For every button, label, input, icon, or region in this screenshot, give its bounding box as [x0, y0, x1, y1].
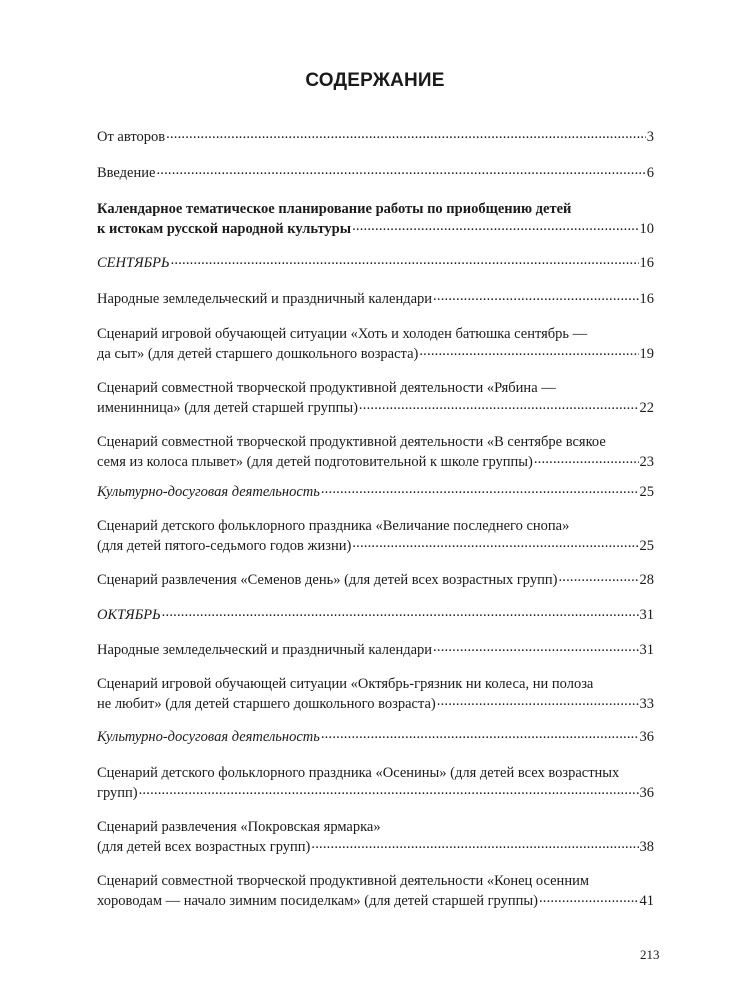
toc-page-number: 31 [639, 607, 654, 623]
toc-page-number: 23 [639, 454, 654, 470]
toc-entry-text: хороводам — начало зимним посиделкам» (для детей старшей группы) [97, 893, 538, 909]
toc-entry[interactable] [97, 570, 654, 590]
toc-entry[interactable] [97, 127, 654, 147]
toc-entry-text: ОКТЯБРЬ [97, 607, 161, 623]
toc-entry-line [97, 871, 654, 891]
toc-entry-text: именинница» (для детей старшей группы) [97, 400, 358, 416]
dot-leader [534, 452, 639, 466]
toc-entry-text: Культурно-досуговая деятельность [97, 729, 320, 745]
toc-entry-line [97, 891, 654, 911]
dot-leader [433, 640, 638, 654]
toc-entry-text: Сценарий детского фольклорного праздника «Осенины» (для детей всех возрастных [97, 765, 620, 781]
toc-entry-line [97, 674, 654, 694]
toc-entry-line [97, 536, 654, 556]
dot-leader [359, 398, 639, 412]
dot-leader [539, 891, 639, 905]
toc-entry[interactable] [97, 163, 654, 183]
dot-leader [321, 727, 639, 741]
toc-page-number: 16 [639, 291, 654, 307]
toc-entry-text: да сыт» (для детей старшего дошкольного возраста) [97, 346, 419, 362]
toc-entry-line [97, 378, 654, 398]
toc-entry-line [97, 605, 654, 625]
toc-entry-line [97, 694, 654, 714]
dot-leader [419, 344, 638, 358]
dot-leader [433, 289, 638, 303]
toc-entry[interactable] [97, 378, 654, 418]
toc-page-number: 22 [639, 400, 654, 416]
toc-entry-line [97, 837, 654, 857]
toc-entry-text: Календарное тематическое планирование работы по приобщению детей [97, 201, 572, 217]
toc-entry-line [97, 163, 654, 183]
dot-leader [311, 837, 638, 851]
toc-entry-line [97, 344, 654, 364]
toc-entry-text: Сценарий развлечения «Покровская ярмарка» [97, 819, 381, 835]
toc-entry-text: Сценарий совместной творческой продуктивной деятельности «Рябина — [97, 380, 556, 396]
dot-leader [437, 694, 639, 708]
toc-page-number: 10 [639, 221, 654, 237]
toc-entry[interactable] [97, 674, 654, 714]
toc-page-number: 31 [639, 642, 654, 658]
toc-entry-line [97, 516, 654, 536]
toc-entry-line [97, 127, 654, 147]
dot-leader [321, 482, 639, 496]
toc-entry-line [97, 640, 654, 660]
toc-entry-line [97, 219, 654, 239]
dot-leader [352, 536, 638, 550]
toc-entry-text: Сценарий развлечения «Семенов день» (для детей всех возрастных групп) [97, 572, 558, 588]
toc-entry[interactable] [97, 727, 654, 747]
toc-entry-text: Народные земледельческий и праздничный календари [97, 642, 433, 658]
toc-entry[interactable] [97, 482, 654, 502]
toc-entry-text: Сценарий игровой обучающей ситуации «Октябрь-грязник ни колеса, ни полоза [97, 676, 594, 692]
toc-entry[interactable] [97, 763, 654, 803]
toc-entry[interactable] [97, 432, 654, 472]
dot-leader [171, 253, 639, 267]
toc-entry-text: Сценарий совместной творческой продуктивной деятельности «Конец осенним [97, 873, 590, 889]
toc-entry-text: (для детей пятого-седьмого годов жизни) [97, 538, 352, 554]
toc-entry-line [97, 432, 654, 452]
dot-leader [166, 127, 646, 141]
toc-entry-text: Введение [97, 165, 156, 181]
toc-entry-line [97, 398, 654, 418]
toc-page-number: 38 [639, 839, 654, 855]
toc-page-number: 6 [646, 165, 654, 181]
toc-entry[interactable] [97, 516, 654, 556]
toc-entry-line [97, 452, 654, 472]
toc-page-number: 36 [639, 785, 654, 801]
toc-entry[interactable] [97, 324, 654, 364]
toc-entry[interactable] [97, 871, 654, 911]
toc-page-number: 19 [639, 346, 654, 362]
toc-entry-text: От авторов [97, 129, 166, 145]
toc-entry-text: (для детей всех возрастных групп) [97, 839, 311, 855]
toc-page-number: 3 [646, 129, 654, 145]
dot-leader [352, 219, 638, 233]
toc-entry[interactable] [97, 289, 654, 309]
toc-entry-line [97, 289, 654, 309]
dot-leader [162, 605, 639, 619]
toc-entry-line [97, 727, 654, 747]
toc-entry[interactable] [97, 817, 654, 857]
toc-entry-text: Народные земледельческий и праздничный календари [97, 291, 433, 307]
page-title: СОДЕРЖАНИЕ [305, 70, 445, 91]
toc-entry-line [97, 783, 654, 803]
toc-page-number: 28 [639, 572, 654, 588]
toc-entry-line [97, 570, 654, 590]
toc-entry-line [97, 199, 654, 219]
toc-entry-text: групп) [97, 785, 138, 801]
toc-page-number: 41 [639, 893, 654, 909]
toc-page-number: 25 [639, 538, 654, 554]
dot-leader [558, 570, 638, 584]
toc-page-number: 36 [639, 729, 654, 745]
toc-entry[interactable] [97, 640, 654, 660]
toc-entry-line [97, 817, 654, 837]
toc-entry-line [97, 253, 654, 273]
dot-leader [139, 783, 639, 797]
toc-entry-text: семя из колоса плывет» (для детей подготовительной к школе группы) [97, 454, 533, 470]
toc-entry-line [97, 324, 654, 344]
toc-entry-text: Сценарий совместной творческой продуктивной деятельности «В сентябре всякое [97, 434, 606, 450]
toc-entry-line [97, 763, 654, 783]
toc-entry-text: Сценарий детского фольклорного праздника «Величание последнего снопа» [97, 518, 570, 534]
toc-entry-text: Сценарий игровой обучающей ситуации «Хоть и холоден батюшка сентябрь — [97, 326, 588, 342]
dot-leader [156, 163, 645, 177]
page-number: 213 [640, 947, 660, 962]
toc-entry[interactable] [97, 253, 654, 273]
toc-page-number: 33 [639, 696, 654, 712]
toc-entry-text: к истокам русской народной культуры [97, 221, 352, 237]
toc-entry-text: не любит» (для детей старшего дошкольного возраста) [97, 696, 436, 712]
toc-entry-line [97, 482, 654, 502]
toc-entry-text: СЕНТЯБРЬ [97, 255, 170, 271]
toc-entry[interactable] [97, 605, 654, 625]
toc-page-number: 25 [639, 484, 654, 500]
toc-entry-text: Культурно-досуговая деятельность [97, 484, 320, 500]
toc-page-number: 16 [639, 255, 654, 271]
toc-entry[interactable] [97, 199, 654, 239]
